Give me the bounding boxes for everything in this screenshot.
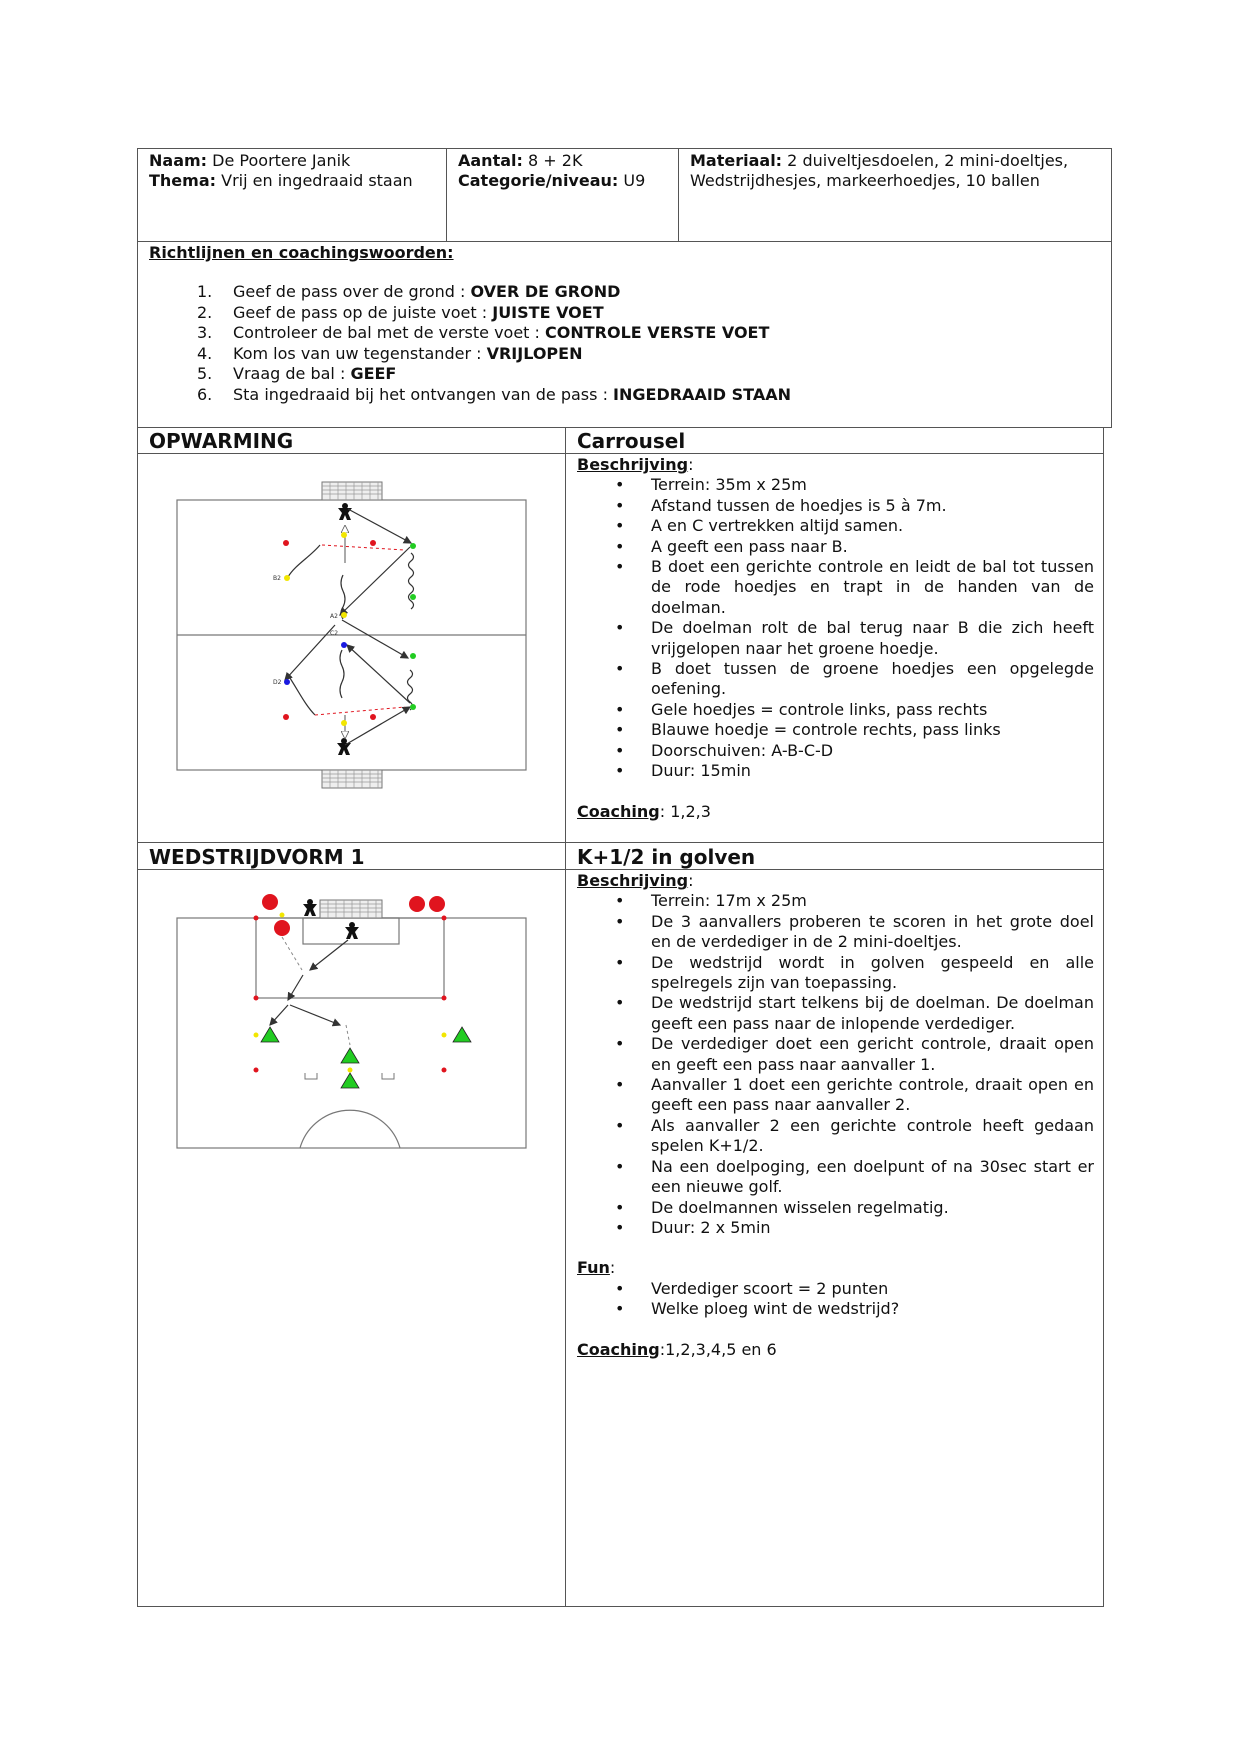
naam-label: Naam:	[149, 151, 208, 170]
materiaal-value: 2 duiveltjesdoelen, 2 mini-doeltjes, Wedstrijdhesjes, markeerhoedjes, 10 ballen	[690, 151, 1069, 190]
thema-label: Thema:	[149, 171, 217, 190]
goal-top-icon	[322, 482, 382, 500]
label-d2: D2	[273, 679, 282, 686]
guideline-item: 2. Geef de pass op de juiste voet : JUISTE VOET	[197, 302, 604, 322]
list-item: • Gele hoedjes = controle links, pass rechts	[577, 700, 1094, 720]
warmup-coaching-value: : 1,2,3	[659, 801, 711, 821]
list-item: • De wedstrijd wordt in golven gespeeld en alle spelregels zijn van toepassing.	[577, 953, 1094, 994]
guideline-item: 4. Kom los van uw tegenstander : VRIJLOPEN	[197, 343, 583, 363]
list-item: • Duur: 15min	[577, 761, 1094, 781]
match-list	[577, 891, 1094, 1238]
list-item: • Blauwe hoedje = controle rechts, pass links	[577, 720, 1094, 740]
list-item: • Welke ploeg wint de wedstrijd?	[577, 1299, 1094, 1319]
match-top-border	[137, 842, 1104, 843]
list-item: • A geeft een pass naar B.	[577, 537, 1094, 557]
list-item: • De 3 aanvallers proberen te scoren in het grote doel en de verdediger in de 2 mini-doeltjes.	[577, 912, 1094, 953]
goal-top-icon	[320, 900, 382, 918]
list-item: • De verdediger doet een gericht controle, draait open en geeft een pass naar aanvaller 1.	[577, 1034, 1094, 1075]
header-aantal-categorie	[458, 151, 676, 191]
list-item: • Als aanvaller 2 een gerichte controle heeft gedaan spelen K+1/2.	[577, 1116, 1094, 1157]
goal-bottom-icon	[322, 770, 382, 788]
list-item: • B doet tussen de groene hoedjes een opgelegde oefening.	[577, 659, 1094, 700]
exercise-col-divider	[565, 427, 566, 1607]
list-item: • Duur: 2 x 5min	[577, 1218, 1094, 1238]
match-title-underline	[137, 869, 1104, 870]
guideline-item: 5. Vraag de bal : GEEF	[197, 364, 397, 383]
thema-value: Vrij en ingedraaid staan	[221, 171, 413, 190]
header-materiaal	[690, 151, 1100, 191]
match-description: Beschrijving: • Terrein: 17m x 25m • De 3 aanvallers proberen te scoren in het grote doel en de verdediger in de 2 mini-doeltjes. • De wedstrijd wordt in golven gespeeld en alle spelregels zijn van toepassing. • De wedstrijd start telkens bij de doelman. De doelman geeft een pass naar de inlopende verdediger. • De verdediger doet een gericht controle, draait open en geeft een pass naar aanvaller 1. • Aanvaller 1 doet een gerichte controle, draait open en geeft een pass naar aanvaller 2. • Als aanvaller 2 een gerichte controle heeft gedaan spelen K+1/2. • Na een doelpoging, een doelpunt of na 30sec start er een nieuwe golf. • De doelmannen wisselen regelmatig. • Duur: 2 x 5min Fun: • Verdediger scoort = 2 punten • Welke ploeg wint de wedstrijd? Coaching:1,2,3,4,5 en 6	[577, 871, 1094, 1360]
guideline-item: 1. Geef de pass over de grond : OVER DE GROND	[197, 282, 621, 301]
categorie-label: Categorie/niveau:	[458, 171, 619, 190]
guidelines-list	[149, 282, 1099, 405]
fun-list	[577, 1279, 1094, 1320]
guidelines	[149, 243, 1099, 405]
list-item: • Afstand tussen de hoedjes is 5 à 7m.	[577, 496, 1094, 516]
list-item: • Doorschuiven: A-B-C-D	[577, 741, 1094, 761]
match-fun-label: Fun	[577, 1258, 610, 1278]
guideline-item: 3. Controleer de bal met de verste voet : CONTROLE VERSTE VOET	[197, 323, 770, 342]
warmup-desc-label: Beschrijving	[577, 455, 689, 474]
list-item: • B doet een gerichte controle en leidt de bal tot tussen de rode hoedjes en trapt in de handen van de doelman.	[577, 557, 1094, 618]
list-item: • De wedstrijd start telkens bij de doelman. De doelman geeft een pass naar de inlopende verdediger.	[577, 993, 1094, 1034]
header-naam-thema	[149, 151, 444, 191]
k-plus-half-diagram	[170, 885, 540, 1155]
label-a2: A2	[330, 613, 338, 620]
warmup-exercise-title: Carrousel	[577, 429, 686, 453]
match-desc-label: Beschrijving	[577, 871, 689, 890]
materiaal-label: Materiaal:	[690, 151, 783, 170]
guideline-item: 6. Sta ingedraaid bij het ontvangen van de pass : INGEDRAAID STAAN	[197, 384, 791, 404]
naam-value: De Poortere Janik	[212, 151, 351, 170]
match-section-title: WEDSTRIJDVORM 1	[149, 845, 365, 869]
header-divider-1	[446, 148, 447, 242]
match-coaching-label: Coaching	[577, 1339, 660, 1359]
list-item: • De doelmannen wisselen regelmatig.	[577, 1198, 1094, 1218]
aantal-label: Aantal:	[458, 151, 523, 170]
warmup-title-underline	[137, 453, 1104, 454]
warmup-description: Beschrijving: • Terrein: 35m x 25m • Afstand tussen de hoedjes is 5 à 7m. • A en C vertrekken altijd samen. • A geeft een pass naar B. • B doet een gerichte controle en leidt de bal tot tussen de rode hoedjes en trapt in de handen van de doelman. • De doelman rolt de bal terug naar B die zich heeft vrijgelopen naar het groene hoedje. • B doet tussen de groene hoedjes een opgelegde oefening. • Gele hoedjes = controle links, pass rechts • Blauwe hoedje = controle rechts, pass links • Doorschuiven: A-B-C-D • Duur: 15min Coaching: 1,2,3	[577, 455, 1094, 822]
list-item: • Aanvaller 1 doet een gerichte controle, draait open en geeft een pass naar aanvaller 2.	[577, 1075, 1094, 1116]
list-item: • A en C vertrekken altijd samen.	[577, 516, 1094, 536]
match-coaching-value: :1,2,3,4,5 en 6	[659, 1339, 777, 1359]
label-c2: C2	[330, 630, 339, 637]
header-divider-2	[678, 148, 679, 242]
list-item: • De doelman rolt de bal terug naar B die zich heeft vrijgelopen naar het groene hoedje.	[577, 618, 1094, 659]
label-b2: B2	[273, 575, 281, 582]
aantal-value: 8 + 2K	[528, 151, 583, 170]
list-item: • Terrein: 35m x 25m	[577, 475, 1094, 495]
field-outline	[177, 918, 526, 1148]
carrousel-diagram	[170, 475, 540, 795]
warmup-section-title: OPWARMING	[149, 429, 294, 453]
match-exercise-title: K+1/2 in golven	[577, 845, 756, 869]
warmup-coaching-label: Coaching	[577, 801, 660, 821]
list-item: • Terrein: 17m x 25m	[577, 891, 1094, 911]
warmup-list	[577, 475, 1094, 781]
guidelines-title: Richtlijnen en coachingswoorden:	[149, 243, 454, 262]
list-item: • Na een doelpoging, een doelpunt of na 30sec start er een nieuwe golf.	[577, 1157, 1094, 1198]
categorie-value: U9	[623, 171, 646, 190]
list-item: • Verdediger scoort = 2 punten	[577, 1279, 1094, 1299]
